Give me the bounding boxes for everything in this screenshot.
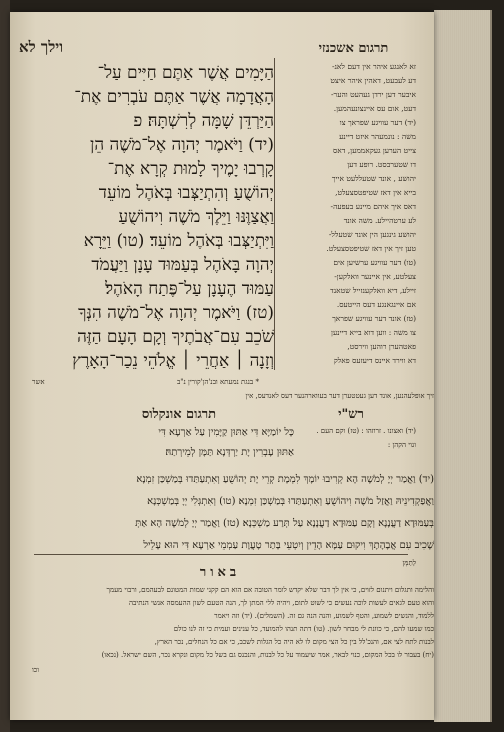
ashkenazi-line: לע ערטהיילע. משה אונד: [343, 216, 416, 225]
column-divider: [274, 58, 275, 370]
page-stack-edge: [434, 10, 492, 722]
biur-line: לבנות לתח לצי אם, והנכ'לל בין כל הצי מקום לו לא היה כל הגלות לשכב, כי אם כל הנחלים, נכר הארץ,: [154, 638, 434, 646]
onkelos-title: תרגום אונקלוס: [141, 407, 217, 422]
ashkenazi-line: יהושע , אונד שטעללעט אייך: [331, 174, 416, 183]
ashkenazi-line: משה : נונמעהר איזט דיינע: [339, 132, 416, 141]
main-line: עַמּוּד הֶעָנָן עַל־פֶּתַח הָאֹהֶל׃: [105, 279, 274, 299]
onkelos-line: וַאֲפַקְדִינֵיהּ וַאֲזַל מֹשֶׁה וִיהוֹשֻׁעַ וְאִתְעַתַּדוּ בְּמַשְׁכַּן זִמְנָא׃ (טו) וְאִתְגְּלִי יְיָ בְּמַשְׁכְּנָא: [147, 496, 434, 507]
biur-line: כמו שמעו להם, כי כוונת לי מבחר לשון. (טו) דתה תנהו להמועד, כל ענינים ועמית כי זה לנו כולם: [173, 625, 434, 633]
ashkenazi-line: יהושע גינגען הין אונד שטעלל-: [328, 230, 416, 239]
onkelos-line: אַתּוּן עָבְרִין יָת יַרְדְּנָא תַּמָּן לְמֵירְתַהּ׃: [165, 447, 294, 458]
main-line: וַאֲצַוֶּנּוּ וַיֵּלֶךְ מֹשֶׁה וִיהוֹשֻׁעַ: [118, 207, 274, 227]
ashkenazi-line: פאטהערן רוהען ווירסט,: [347, 342, 416, 351]
ashkenazi-line: דו שטערבסט. רופע דען: [347, 160, 416, 169]
biur-line: ללמוד, והנשים לשמוע, והטף לשמוע, והנה הנה גם זה. (השמלים). (יד) וזה ויאמר: [214, 612, 434, 620]
main-line: שֹׁכֵב עִם־אֲבֹתֶיךָ וְקָם הָעָם הַזֶּה: [77, 327, 274, 347]
targum-ashkenazi-header: תרגום אשכנזי: [318, 41, 389, 56]
main-line: הָאֲדָמָה אֲשֶׁר אַתֶּם עֹבְרִים אֶת־: [74, 87, 274, 107]
main-footnote-catchword: אשר: [32, 378, 45, 386]
ashkenazi-line: אם איינגאנגע דעס הייטעס.: [336, 300, 416, 309]
ashkenazi-line: טען זיך אין דאז שטיפטסצעלט.: [326, 244, 416, 253]
onkelos-line: בְּעַמּוּדָא דַעֲנָנָא וְקָם עַמּוּדָא דַעֲנָנָא עַל תְּרַע מַשְׁכְּנָא׃ (טז) וַאֲמַר יְיָ לְמֹשֶׁה הָא אַתְּ: [135, 518, 434, 529]
biur-title: באור: [199, 565, 241, 580]
biur-line: והוא טעם לגאים לעשות לוכה נעשים כי לשוט לתום, ויהיה ללי המתן לך, הנה הטעם לשון ההעמסה אנשי הנתיבה: [128, 599, 434, 607]
onkelos-line: כָּל יוֹמַיָּא דִּי אַתּוּן קַיָּמִין עַל אַרְעָא דִּי: [158, 427, 294, 438]
ashkenazi-line: (טו) דער עוויגע ערשיען אים: [333, 258, 416, 267]
main-line: (יד) וַיֹּאמֶר יְהוָה אֶל־מֹשֶׁה הֵן: [90, 135, 274, 155]
ashkenazi-line: זא לאנגע איהר אין דעם לאנ-: [331, 62, 416, 71]
rashi-line: ונוי הקהן :: [387, 441, 416, 449]
onkelos-line: שָׁכִיב עִם אֲבָהָתָךְ וִיקוּם עַמָּא הָדֵין וְיִטְעֵי בָּתַר טָעֲוָת עַמְמֵי אַרְעָא דִּי הוּא עָלֵיל: [143, 540, 434, 551]
ashkenazi-line: (יד) דער עוויגע שפראך צו: [339, 118, 416, 127]
main-line: וַיִּתְיַצְּבוּ בְּאֹהֶל מוֹעֵד׃ (טו) וַיֵּרָא: [83, 231, 274, 251]
section-rule: [34, 554, 408, 555]
main-line: יְהוָה בָּאֹהֶל בְּעַמּוּד עָנָן וַיַּעֲמֹד: [91, 255, 274, 275]
ashkenazi-line: דא ווירד איינס דיעזעס פאלק: [333, 356, 416, 365]
biur-line: (יח) בעבור לו בכל המקום, כנוי לבאר, אמר שיעמוד על כל לבנות, והנכנס גם בשל כל מקום ונקרא נכר, השם ישראל. (נכאו): [101, 651, 434, 659]
main-line: (טז) וַיֹּאמֶר יְהוָה אֶל־מֹשֶׁה הִנְּךָ: [78, 303, 274, 323]
ashkenazi-tail-line: זיך אופלעהנען, אונד דען געטטערן דער בעווארהנער דעס לאנדעס, אין: [245, 392, 434, 400]
biur-catchword: וכו: [32, 666, 40, 674]
book-binding: [0, 0, 10, 732]
book-page: [10, 12, 434, 720]
onkelos-continuation: לְתַמָּן: [402, 559, 416, 567]
rashi-line: (יד) ואצונו . זרוזהו : (טז) וקם העם .: [316, 427, 416, 435]
main-line: וְזָנָה ׀ אַחֲרֵי ׀ אֱלֹהֵי נֵכַר־הָאָרֶץ: [72, 351, 274, 371]
parsha-header: וילך לא: [19, 38, 64, 56]
ashkenazi-line: דעט, אום עס איינצונעהמען.: [333, 104, 416, 113]
main-footnote: * בנגת נמעתא ובנ'הן'קורין נ"ב: [176, 378, 259, 386]
ashkenazi-line: צעלטע, אין איינער וואלקען-: [334, 272, 416, 281]
onkelos-line: (יד) וַאֲמַר יְיָ לְמֹשֶׁה הָא קְרִיבוּ יוֹמָךְ לִמְמָת קְרֵי יָת יְהוֹשֻׁעַ וְאִתְעַתַּדוּ בְּמַשְׁכַּן זִמְנָא: [136, 474, 434, 485]
main-line: יְהוֹשֻׁעַ וְהִתְיַצְּבוּ בְּאֹהֶל מוֹעֵד: [98, 183, 274, 203]
ashkenazi-line: צו משה : ווען דוא בייא דיינען: [331, 328, 416, 337]
main-line: קָרְבוּ יָמֶיךָ לָמוּת קְרָא אֶת־: [107, 159, 274, 179]
biur-line: והלימה ותגלום ויתנום לזוים, כי אין לך דבר שלא יקדש לומר הטובה אם הוא הם קקני שמות המטונם לבעהמם, ורבוי מעמך: [106, 586, 434, 594]
ashkenazi-line: (טז) אונד דער עוויגע שפראך: [332, 314, 416, 323]
ashkenazi-line: זיילע, דיא וואלקענזייל שטאנד: [330, 286, 416, 295]
rashi-title: רש"י: [338, 407, 364, 422]
main-line: הַיַּרְדֵּן שָׁמָּה לְרִשְׁתָּהּ׃ פ: [133, 111, 274, 131]
ashkenazi-line: דע לעבעט, דאהין איהר איצט: [330, 76, 416, 85]
ashkenazi-line: בייא אין דאז שטיפטסצעלט,: [335, 188, 416, 197]
ashkenazi-line: איבער דען ירדן געהעט והער-: [331, 90, 416, 99]
main-line: הַיָּמִים אֲשֶׁר אַתֶּם חַיִּים עַל־: [97, 63, 274, 83]
ashkenazi-line: דאס איך איהם מיינע בעפעה-: [330, 202, 416, 211]
ashkenazi-line: צייט הערען געקאממען, דאס: [333, 146, 416, 155]
